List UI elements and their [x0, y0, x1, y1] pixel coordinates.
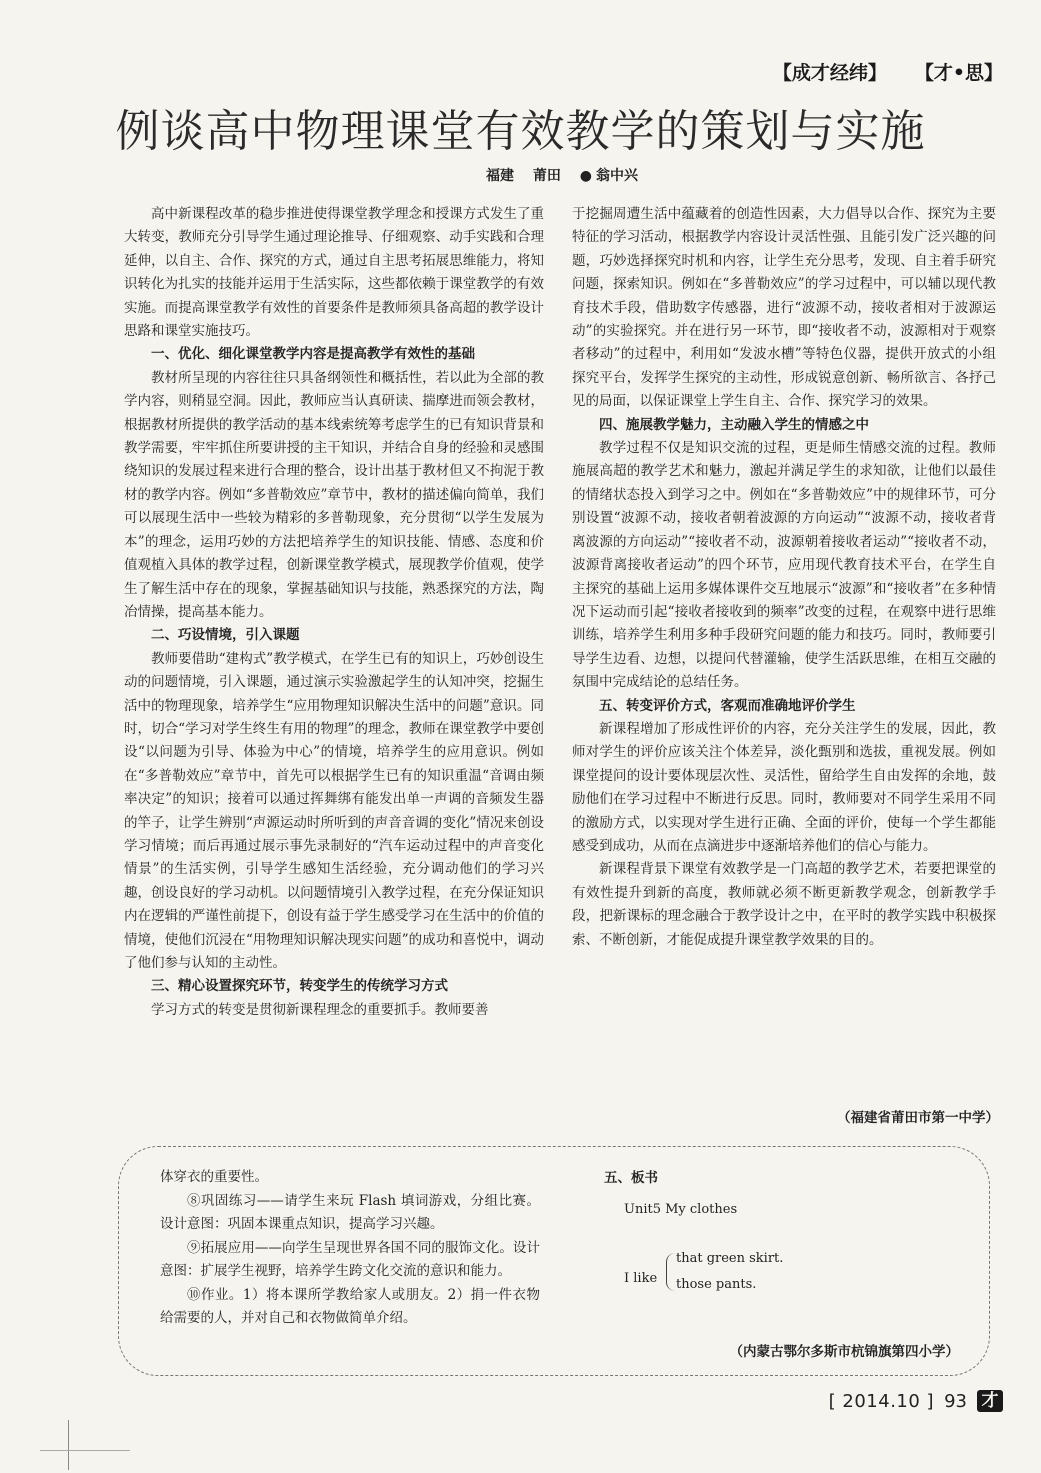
binding-mark — [68, 1420, 69, 1470]
binding-mark-base — [40, 1450, 130, 1451]
paragraph: 教师要借助“建构式”教学模式，在学生已有的知识上，巧妙创设生动的问题情境，引入课题，通过演示实验激起学生的认知冲突，挖掘生活中的物理现象，培养学生“应用物理知识解决生活中的问题”意识。同时，切合“学习对学生终生有用的物理”的理念，教师在课堂教学中要创设“以问题为引导、体验为中心”的情境，培养学生的应用意识。例如在“多普勒效应”章节中，首先可以根据学生已有的知识重温“音调由频率决定”的知识；接着可以通过挥舞绑有能发出单一声调的音频发生器的竿子，让学生辨别“声源运动时所听到的声音音调的变化”情况来创设学习情境；而后再通过展示事先录制好的“汽车运动过程中的声音变化情景”的生活实例，引导学生感知生活经验，充分调动他们的学习兴趣，创设良好的学习动机。以问题情境引入教学过程，在充分保证知识内在逻辑的严谨性前提下，创设有益于学生感受学习在生活中的价值的情境，使他们沉浸在“用物理知识解决现实问题”的成功和喜悦中，调动了他们参与认知的主动性。 — [124, 650, 544, 971]
board-sentence — [604, 1251, 964, 1311]
paragraph: 教材所呈现的内容往往只具备纲领性和概括性，若以此为全部的教学内容，则稍显空洞。因此，教师应当认真研读、揣摩进而领会教材，根据教材所提供的教学活动的基本线索统筹考虑学生的已有知识背景和教学需要，牢牢抓住所要讲授的主干知识，并结合自身的经验和灵感围绕知识的发展过程来进行合理的整合，设计出基于教材但又不拘泥于教材的教学内容。例如“多普勒效应”章节中，教材的描述偏向简单，我们可以展现生活中一些较为精彩的多普勒现象，充分贯彻“以学生发展为本”的理念，运用巧妙的方法把培养学生的知识技能、情感、态度和价值观植入具体的教学过程，创新课堂教学模式，展现教学价值观，使学生了解生活中存在的现象，掌握基础知识与技能，熟悉探究的方法，陶冶情操，提高基本能力。 — [124, 369, 544, 620]
box-paragraph: ⑨拓展应用——向学生呈现世界各国不同的服饰文化。设计意图：扩展学生视野，培养学生跨文化交流的意识和能力。 — [160, 1239, 540, 1279]
box-affiliation: （内蒙古鄂尔多斯市杭锦旗第四小学） — [729, 1344, 959, 1360]
board-unit: Unit5 My clothes — [624, 1202, 738, 1217]
section-heading: 五、转变评价方式，客观而准确地评价学生 — [599, 697, 856, 714]
author-affiliation: （福建省莆田市第一中学） — [837, 1110, 999, 1126]
blackboard-section — [604, 1166, 964, 1311]
paragraph: 学习方式的转变是贯彻新课程理念的重要抓手。教师要善 — [151, 1001, 489, 1018]
paragraph: 于挖掘周遭生活中蕴藏着的创造性因素，大力倡导以合作、探究为主要特征的学习活动，根据教学内容设计灵活性强、且能引发广泛兴趣的问题，巧妙选择探究时机和内容，让学生充分思考，发现、自主着手研究问题，探索知识。例如在“多普勒效应”的学习过程中，可以辅以现代教育技术手段，借助数字传感器，进行“波源不动，接收者相对于波源运动”的实验探究。并在进行另一环节，即“接收者不动，波源相对于观察者移动”的过程中，利用如“发波水槽”等特色仪器，提供开放式的小组探究平台，发挥学生探究的主动性，形成锐意创新、畅所欲言、各抒己见的局面，以保证课堂上学生自主、合作、探究学习的效果。 — [572, 206, 996, 410]
column-tag: 【成才经纬】 — [772, 62, 887, 84]
board-option-1: that green skirt. — [676, 1251, 784, 1266]
section-heading: 三、精心设置探究环节，转变学生的传统学习方式 — [151, 978, 448, 995]
box-paragraph: 体穿衣的重要性。 — [160, 1169, 268, 1185]
author-region: 福建 — [486, 168, 514, 184]
section-tag: 【才•思】 — [914, 62, 1003, 84]
issue-number: [ 2014.10 ] — [828, 1390, 935, 1412]
paragraph: 新课程增加了形成性评价的内容，充分关注学生的发展，因此，教师对学生的评价应该关注个体差异，淡化甄别和选拔，重视发展。例如课堂提问的设计要体现层次性、灵活性，留给学生自由发挥的余地，鼓励他们在学习过程中不断进行反思。同时，教师要对不同学生采用不同的激励方式，以实现对学生进行正确、全面的评价，使每一个学生都能感受到成功，从而在点滴进步中逐渐培养他们的信心与能力。 — [572, 720, 996, 854]
paragraph: 教学过程不仅是知识交流的过程，更是师生情感交流的过程。教师施展高超的教学艺术和魅力，激起并满足学生的求知欲，让他们以最佳的情绪状态投入到学习之中。例如在“多普勒效应”中的规律环节，可分别设置“波源不动，接收者朝着波源的方向运动”“波源不动，接收者背离波源的方向运动”“接收者不动，波源朝着接收者运动”“接收者不动，波源背离接收者运动”的四个环节，应用现代教育技术平台，在学生自主探究的基础上运用多媒体课件交互地展示“波源”和“接收者”在多种情况下运动而引起“接收者接收到的频率”改变的过程，在观察中进行思维训练，培养学生利用多种手段研究问题的能力和技巧。同时，教师要引导学生边看、边想，以提问代替灌输，使学生活跃思维，在相互交融的氛围中完成结论的总结任务。 — [572, 440, 996, 691]
paragraph: 新课程背景下课堂有效教学是一门高超的教学艺术，若要把课堂的有效性提升到新的高度，教师就必须不断更新教学观念，创新教学手段，把新课标的理念融合于教学设计之中，在平时的教学实践中积极探索、不断创新，才能促成提升课堂教学效果的目的。 — [572, 861, 996, 948]
article-title: 例谈高中物理课堂有效教学的策划与实施 — [115, 106, 926, 157]
section-heading: 四、施展教学魅力，主动融入学生的情感之中 — [599, 416, 869, 433]
board-option-2: those pants. — [676, 1277, 757, 1292]
board-heading: 五、板书 — [604, 1170, 658, 1186]
author-city: 莆田 — [532, 168, 561, 184]
board-ilike: I like — [624, 1271, 658, 1286]
brace-icon — [666, 1253, 675, 1291]
left-column — [124, 203, 544, 1022]
byline — [486, 165, 652, 185]
paragraph: 高中新课程改革的稳步推进使得课堂教学理念和授课方式发生了重大转变，教师充分引导学生通过理论推导、仔细观察、动手实践和合理延伸，以自主、合作、探究的方式，通过自主思考拓展思维能力，将知识转化为扎实的技能并运用于生活实际，这些都依赖于课堂教学的有效实施。而提高课堂教学有效性的首要条件是教师须具备高超的教学设计思路和课堂实施技巧。 — [124, 206, 544, 340]
section-heading: 一、优化、细化课堂教学内容是提高教学有效性的基础 — [151, 346, 475, 363]
section-heading: 二、巧设情境，引入课题 — [151, 627, 300, 644]
magazine-logo: 才 — [977, 1390, 1003, 1412]
box-left-text — [160, 1166, 540, 1331]
box-paragraph: ⑧巩固练习——请学生来玩 Flash 填词游戏，分组比赛。设计意图：巩固本课重点知识，提高学习兴趣。 — [160, 1192, 540, 1232]
right-column — [572, 203, 996, 952]
bullet-icon: ● — [579, 168, 592, 184]
section-tags — [773, 58, 1003, 85]
author-name: 翁中兴 — [595, 168, 638, 184]
page-number: 93 — [944, 1390, 967, 1412]
box-paragraph: ⑩作业。1）将本课所学教给家人或朋友。2）捐一件衣物给需要的人，并对自己和衣物做简单介绍。 — [160, 1286, 540, 1326]
page-footer — [829, 1390, 1003, 1412]
